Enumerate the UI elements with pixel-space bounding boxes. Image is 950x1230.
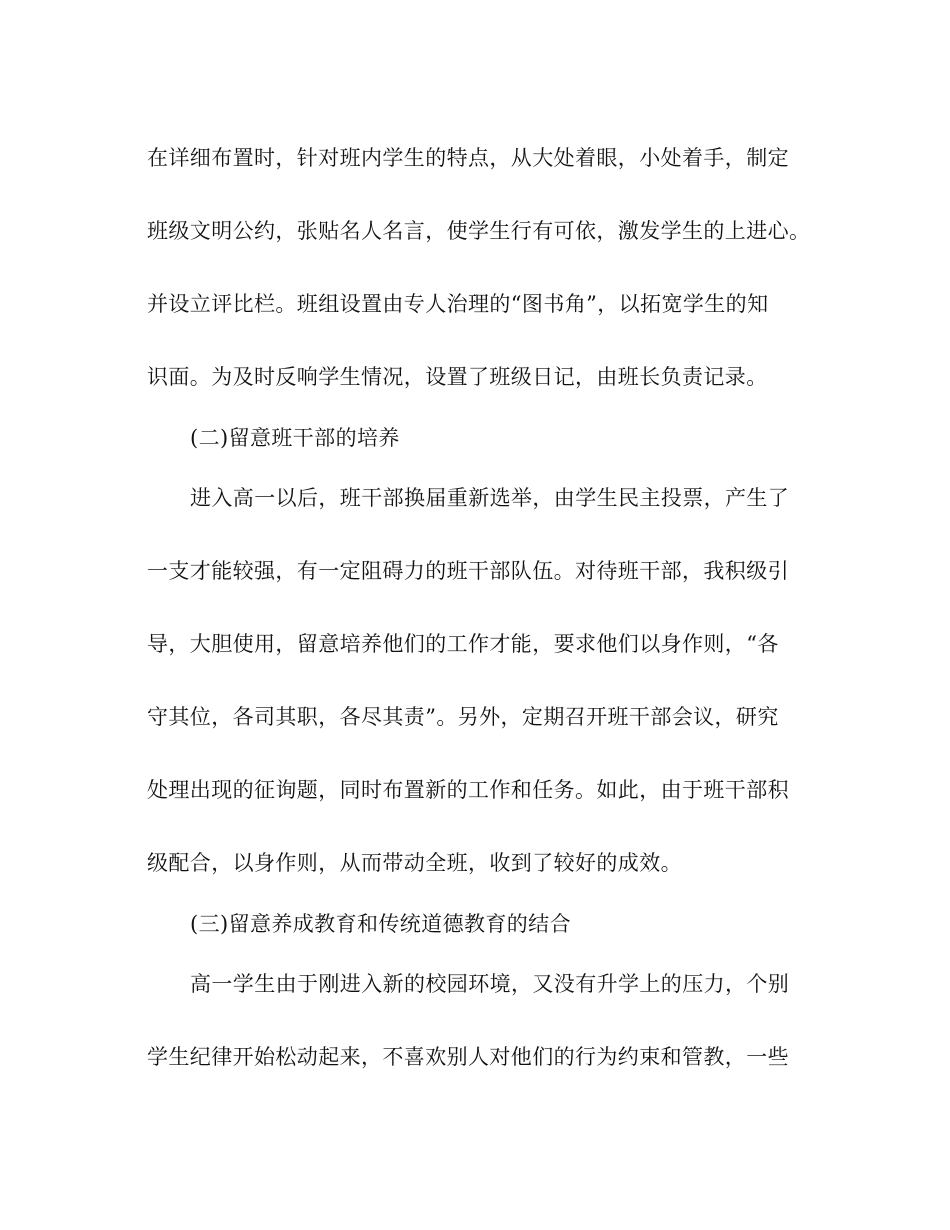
body-text-line: 班级文明公约，张贴名人名言，使学生行有可依，激发学生的上进心。 [147, 219, 811, 243]
paragraph-first-line: 高一学生由于刚进入新的校园环境，又没有升学上的压力，个别 [190, 972, 790, 996]
body-text-line: 并设立评比栏。班组设置由专人治理的“图书角”，以拓宽学生的知 [147, 292, 769, 316]
body-text-line: 守其位，各司其职，各尽其责”。另外，定期召开班干部会议，研究 [147, 705, 779, 729]
body-text-line: 在详细布置时，针对班内学生的特点，从大处着眼，小处着手，制定 [147, 146, 789, 170]
body-text-line: 学生纪律开始松动起来，不喜欢别人对他们的行为约束和管教，一些 [147, 1045, 789, 1069]
body-text-line: 识面。为及时反响学生情况，设置了班级日记，由班长负责记录。 [147, 365, 768, 389]
section-heading: (二)留意班干部的培养 [190, 426, 400, 450]
body-text-line: 级配合，以身作则，从而带动全班，收到了较好的成效。 [147, 851, 682, 875]
body-text-line: 一支才能较强，有一定阻碍力的班干部队伍。对待班干部，我积级引 [147, 559, 789, 583]
body-text-line: 处理出现的征询题，同时布置新的工作和任务。如此，由于班干部积 [147, 778, 789, 802]
section-heading: (三)留意养成教育和传统道德教育的结合 [190, 912, 571, 936]
paragraph-first-line: 进入高一以后，班干部换届重新选举，由学生民主投票，产生了 [190, 486, 790, 510]
body-text-line: 导，大胆使用，留意培养他们的工作才能，要求他们以身作则，“各 [147, 632, 779, 656]
